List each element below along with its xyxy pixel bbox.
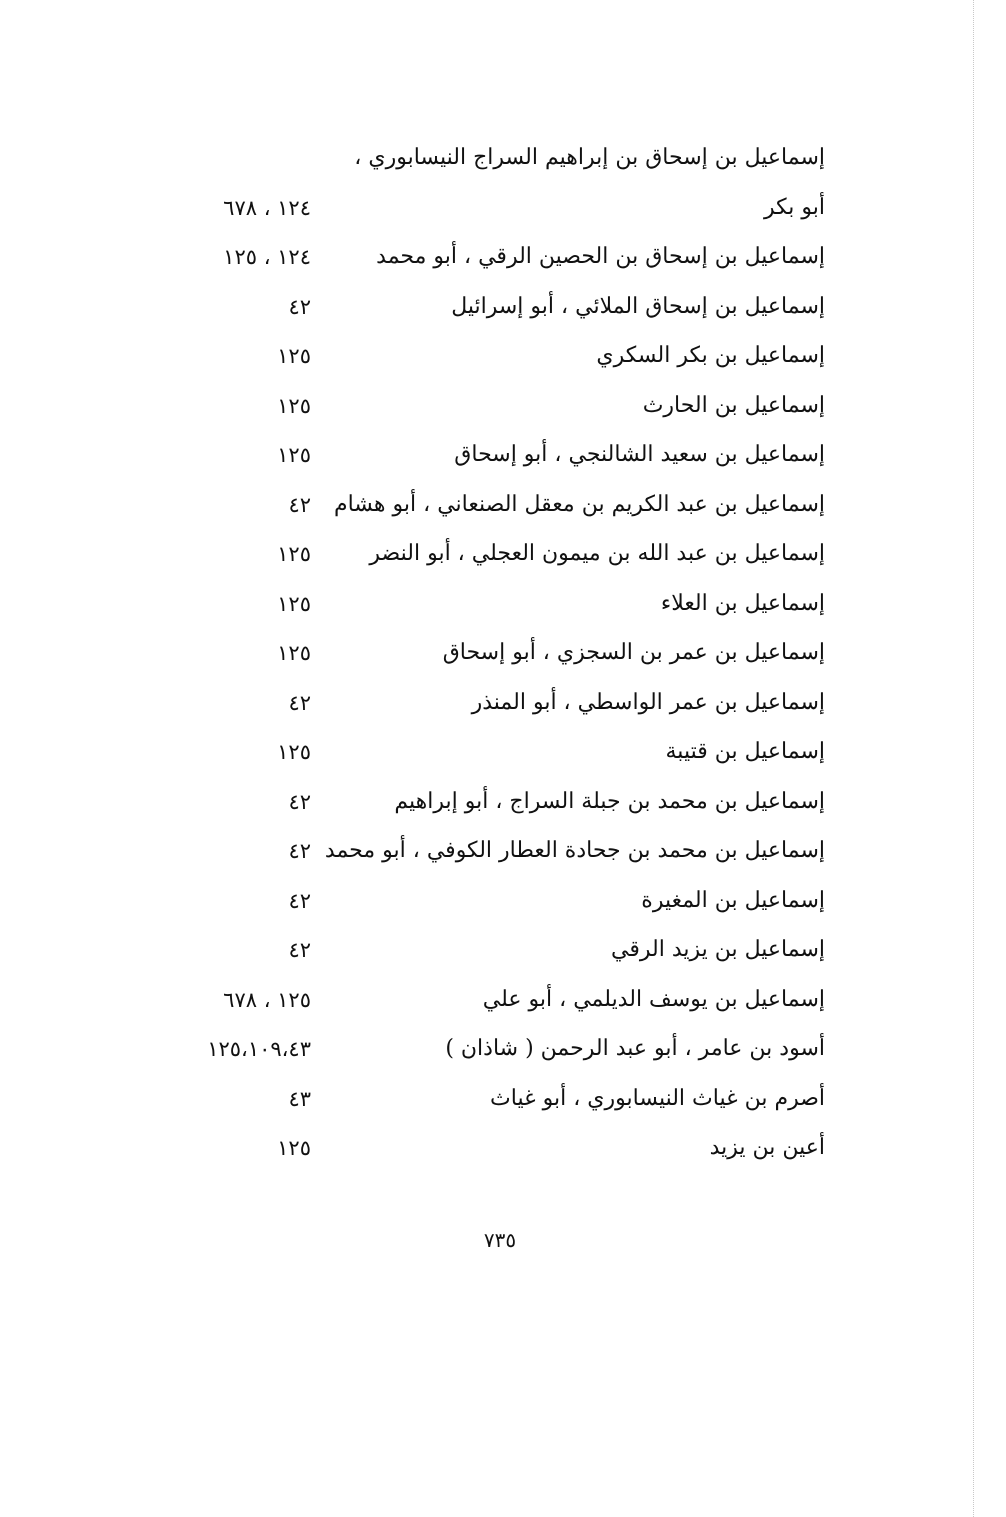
index-entry <box>150 385 825 435</box>
entry-name: إسماعيل بن عمر الواسطي ، أبو المنذر <box>471 689 825 715</box>
entry-name: إسماعيل بن محمد بن جبلة السراج ، أبو إبراهيم <box>394 788 825 814</box>
entry-pages: ١٢٥ <box>277 740 311 764</box>
entry-name: إسماعيل بن عبد الكريم بن معقل الصنعاني ، أبو هشام <box>333 491 825 517</box>
entry-pages: ١٢٥ <box>277 591 311 616</box>
index-entry <box>150 484 825 534</box>
entry-pages: ١٢٥ <box>277 641 311 665</box>
index-entry <box>150 781 825 831</box>
index-entry <box>150 1127 825 1177</box>
name-index-list <box>150 137 825 1177</box>
entry-pages: ٤٢ <box>288 888 311 913</box>
index-entry <box>150 187 825 237</box>
entry-pages: ١٢٥ <box>277 344 311 368</box>
entry-name: أصرم بن غياث النيسابوري ، أبو غياث <box>490 1085 825 1111</box>
index-entry <box>150 731 825 781</box>
entry-pages: ٤٢ <box>288 294 311 319</box>
index-entry <box>150 434 825 484</box>
entry-name: إسماعيل بن يزيد الرقي <box>611 937 825 962</box>
index-entry <box>150 830 825 880</box>
entry-name: أسود بن عامر ، أبو عبد الرحمن ( شاذان ) <box>445 1036 825 1061</box>
index-entry <box>150 1078 825 1128</box>
entry-name: إسماعيل بن إسحاق الملائي ، أبو إسرائيل <box>451 293 825 319</box>
entry-name: إسماعيل بن عمر بن السجزي ، أبو إسحاق <box>442 640 825 665</box>
entry-name: إسماعيل بن المغيرة <box>641 887 825 913</box>
entry-name: إسماعيل بن إسحاق بن إبراهيم السراج النيسابوري ، <box>354 145 825 170</box>
entry-name: أعين بن يزيد <box>709 1135 825 1160</box>
index-entry <box>150 583 825 633</box>
entry-name: إسماعيل بن سعيد الشالنجي ، أبو إسحاق <box>454 442 825 467</box>
index-entry <box>150 533 825 583</box>
entry-name: أبو بكر <box>763 194 825 220</box>
index-entry <box>150 929 825 979</box>
entry-pages: ٤٢ <box>288 690 311 715</box>
entry-pages: ١٢٥ ، ٦٧٨ <box>223 987 311 1012</box>
entry-pages: ٤٢ <box>288 839 311 863</box>
entry-name: إسماعيل بن عبد الله بن ميمون العجلي ، أبو النضر <box>369 541 825 566</box>
entry-pages: ١٢٥ <box>277 443 311 467</box>
entry-name: إسماعيل بن بكر السكري <box>596 343 825 368</box>
index-entry <box>150 137 825 187</box>
entry-pages: ٤٣ <box>288 1086 311 1111</box>
entry-name: إسماعيل بن قتيبة <box>665 739 825 764</box>
entry-pages: ١٢٤ ، ٦٧٨ <box>223 195 311 220</box>
entry-pages: ٤٢ <box>288 789 311 814</box>
entry-pages: ٤٢ <box>288 938 311 962</box>
index-entry <box>150 880 825 930</box>
entry-pages: ١٢٥،١٠٩،٤٣ <box>207 1037 311 1061</box>
scan-edge-line <box>973 0 975 1517</box>
entry-name: إسماعيل بن إسحاق بن الحصين الرقي ، أبو محمد <box>376 244 825 269</box>
index-entry <box>150 979 825 1029</box>
index-entry <box>150 286 825 336</box>
entry-pages: ١٢٥ <box>277 1136 311 1160</box>
entry-pages: ١٢٥ <box>277 393 311 418</box>
index-entry <box>150 236 825 286</box>
index-entry <box>150 682 825 732</box>
page-number: ٧٣٥ <box>483 1228 517 1252</box>
index-entry <box>150 1028 825 1078</box>
entry-pages: ٤٢ <box>288 492 311 517</box>
entry-name: إسماعيل بن محمد بن جحادة العطار الكوفي ، أبو محمد <box>324 838 825 863</box>
index-entry <box>150 335 825 385</box>
index-entry <box>150 632 825 682</box>
entry-pages: ١٢٤ ، ١٢٥ <box>223 245 311 269</box>
entry-name: إسماعيل بن يوسف الديلمي ، أبو علي <box>482 986 825 1012</box>
entry-name: إسماعيل بن الحارث <box>642 392 825 418</box>
entry-name: إسماعيل بن العلاء <box>660 590 825 616</box>
entry-pages: ١٢٥ <box>277 542 311 566</box>
